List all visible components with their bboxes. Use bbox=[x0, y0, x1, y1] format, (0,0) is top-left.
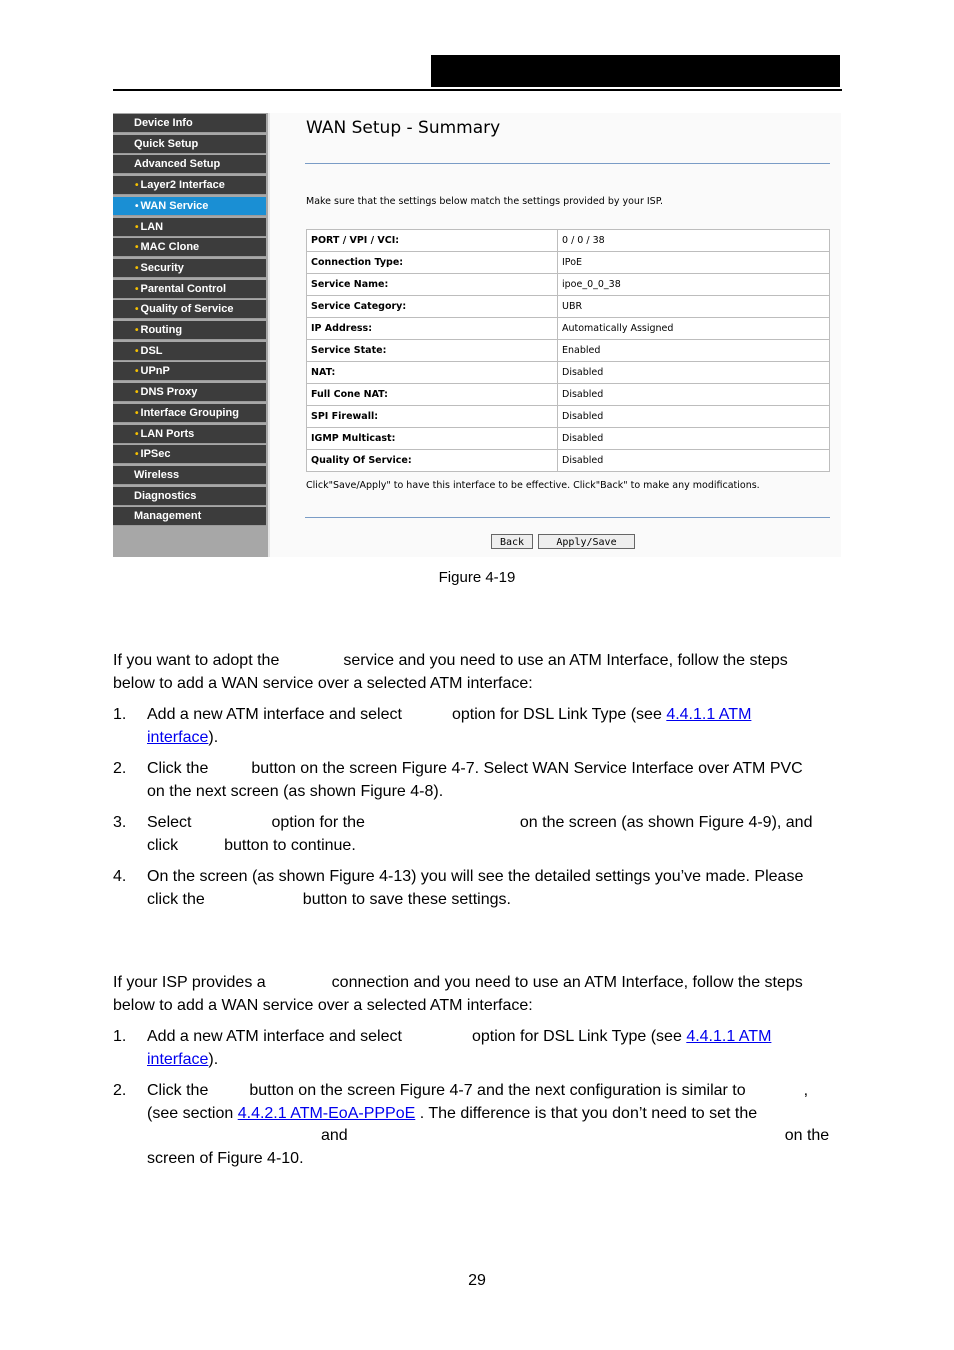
bullet-icon: • bbox=[135, 428, 139, 440]
bullet-icon: • bbox=[135, 366, 139, 378]
row-value: Disabled bbox=[558, 362, 830, 384]
bullet-icon: • bbox=[135, 180, 139, 192]
step-text: button on the screen Figure 4-7. Select WAN Service Interface over ATM PVC bbox=[251, 760, 803, 777]
row-value: IPoE bbox=[558, 252, 830, 274]
s2-intro-b: connection and you need to use an ATM Interface, follow the steps bbox=[331, 974, 803, 991]
link-atm-interface[interactable]: 4.4.1.1 ATM bbox=[666, 706, 752, 723]
sidebar-item-label: LAN Ports bbox=[140, 427, 195, 440]
section2-intro bbox=[113, 972, 840, 1017]
section1-intro bbox=[113, 650, 840, 695]
sidebar-item-quality-of-service[interactable] bbox=[113, 300, 266, 319]
figure-caption: Figure 4-19 bbox=[438, 569, 516, 586]
row-value: 0 / 0 / 38 bbox=[558, 230, 830, 252]
bullet-icon: • bbox=[135, 283, 139, 295]
sidebar-item-parental-control[interactable] bbox=[113, 280, 266, 299]
sidebar-item-security[interactable] bbox=[113, 259, 266, 278]
row-value: ipoe_0_0_38 bbox=[558, 274, 830, 296]
sidebar-item-label: Security bbox=[140, 261, 184, 274]
bullet-icon: • bbox=[135, 449, 139, 461]
step-text: click the bbox=[147, 890, 205, 908]
step-text: button to continue. bbox=[224, 836, 356, 854]
header-bar bbox=[431, 55, 840, 87]
step-text: on the screen (as shown Figure 4-9), and bbox=[519, 814, 813, 831]
step-text: click bbox=[147, 836, 179, 854]
bullet-icon: • bbox=[135, 200, 139, 212]
sidebar-item-label: Quality of Service bbox=[140, 303, 234, 316]
sidebar-item-label: Wireless bbox=[134, 468, 180, 481]
step-number: 3. bbox=[113, 814, 127, 831]
sidebar-item-upnp[interactable] bbox=[113, 362, 266, 381]
sidebar-item-lan[interactable] bbox=[113, 218, 266, 237]
step-text: Add a new ATM interface and select bbox=[147, 1028, 402, 1045]
row-label: NAT: bbox=[307, 362, 558, 384]
link-atm-interface[interactable]: 4.4.1.1 ATM bbox=[686, 1028, 772, 1045]
row-label: IP Address: bbox=[307, 318, 558, 340]
link-atm-eoa-pppoe[interactable]: 4.4.2.1 ATM-EoA-PPPoE bbox=[237, 1104, 416, 1122]
back-button[interactable]: Back bbox=[491, 534, 533, 549]
sidebar-item-label: Interface Grouping bbox=[140, 406, 239, 419]
step-text: Select bbox=[147, 814, 192, 831]
bullet-icon: • bbox=[135, 407, 139, 419]
step-text: option for DSL Link Type (see bbox=[471, 1028, 682, 1045]
table-row bbox=[307, 428, 830, 450]
step-number: 2. bbox=[113, 1082, 127, 1099]
row-value: Disabled bbox=[558, 406, 830, 428]
sidebar-item-label: Layer2 Interface bbox=[140, 179, 225, 192]
s1-intro-a: If you want to adopt the bbox=[113, 652, 280, 669]
sidebar-item-dsl[interactable] bbox=[113, 342, 266, 361]
table-row bbox=[307, 274, 830, 296]
row-label: Service Category: bbox=[307, 296, 558, 318]
sidebar-item-label: WAN Service bbox=[140, 199, 209, 212]
s1-intro-b: service and you need to use an ATM Interface, follow the steps bbox=[343, 652, 788, 669]
page-number: 29 bbox=[468, 1272, 486, 1289]
bullet-icon: • bbox=[135, 242, 139, 254]
sidebar-item-label: LAN bbox=[140, 220, 164, 233]
main-panel bbox=[270, 113, 841, 557]
step-text: (see section bbox=[147, 1104, 234, 1122]
s2-intro-a: If your ISP provides a bbox=[113, 974, 266, 991]
sidebar bbox=[113, 113, 270, 557]
row-value: Disabled bbox=[558, 384, 830, 406]
sidebar-item-routing[interactable] bbox=[113, 321, 266, 340]
summary-table bbox=[306, 229, 830, 472]
step-text: option for the bbox=[271, 814, 365, 831]
step-text: ). bbox=[208, 1050, 219, 1068]
row-value: Automatically Assigned bbox=[558, 318, 830, 340]
step-text: Add a new ATM interface and select bbox=[147, 706, 402, 723]
row-label: SPI Firewall: bbox=[307, 406, 558, 428]
sidebar-item-label: Advanced Setup bbox=[134, 158, 221, 171]
table-row bbox=[307, 230, 830, 252]
table-row bbox=[307, 318, 830, 340]
step-text: Click the bbox=[147, 1082, 209, 1099]
table-row bbox=[307, 296, 830, 318]
sidebar-item-interface-grouping[interactable] bbox=[113, 404, 266, 423]
step-text: and bbox=[321, 1127, 348, 1144]
sidebar-item-label: Quick Setup bbox=[134, 137, 199, 150]
bullet-icon: • bbox=[135, 221, 139, 233]
step-text: screen of Figure 4-10. bbox=[147, 1149, 304, 1167]
sidebar-item-wireless[interactable] bbox=[113, 466, 266, 485]
sidebar-item-label: DNS Proxy bbox=[140, 386, 198, 399]
bullet-icon: • bbox=[135, 387, 139, 399]
row-value: UBR bbox=[558, 296, 830, 318]
sidebar-item-label: MAC Clone bbox=[140, 241, 200, 254]
sidebar-item-device-info[interactable] bbox=[113, 114, 266, 133]
sidebar-item-label: Device Info bbox=[134, 117, 193, 129]
s1-intro-c: below to add a WAN service over a selected ATM interface: bbox=[113, 674, 533, 692]
bullet-icon: • bbox=[135, 345, 139, 357]
sidebar-item-dns-proxy[interactable] bbox=[113, 383, 266, 402]
row-label: PORT / VPI / VCI: bbox=[307, 230, 558, 252]
sidebar-item-quick-setup[interactable] bbox=[113, 135, 266, 154]
row-label: Full Cone NAT: bbox=[307, 384, 558, 406]
sidebar-item-label: Diagnostics bbox=[134, 489, 197, 502]
sidebar-item-label: IPSec bbox=[140, 448, 171, 461]
step-text: On the screen (as shown Figure 4-13) you will see the detailed settings you’ve made. Please bbox=[147, 868, 804, 885]
divider-bottom bbox=[305, 517, 830, 518]
table-row bbox=[307, 450, 830, 472]
note-text: Click"Save/Apply" to have this interface to be effective. Click"Back" to make any modifications. bbox=[306, 480, 760, 491]
sidebar-item-advanced-setup[interactable] bbox=[113, 155, 266, 174]
row-value: Enabled bbox=[558, 340, 830, 362]
sidebar-item-layer2-interface[interactable] bbox=[113, 176, 266, 195]
router-screenshot bbox=[113, 113, 841, 557]
sidebar-item-ipsec[interactable] bbox=[113, 445, 266, 464]
row-label: IGMP Multicast: bbox=[307, 428, 558, 450]
apply-save-button[interactable]: Apply/Save bbox=[538, 534, 635, 549]
bullet-icon: • bbox=[135, 304, 139, 316]
s2-intro-c: below to add a WAN service over a selected ATM interface: bbox=[113, 996, 533, 1014]
sidebar-item-mac-clone[interactable] bbox=[113, 238, 266, 257]
sidebar-item-label: Management bbox=[134, 510, 202, 523]
row-label: Quality Of Service: bbox=[307, 450, 558, 472]
step-text: button on the screen Figure 4-7 and the next configuration is similar to bbox=[249, 1082, 746, 1099]
bullet-icon: • bbox=[135, 262, 139, 274]
step-number: 4. bbox=[113, 868, 127, 885]
step-text: . The difference is that you don’t need to set the bbox=[419, 1104, 758, 1122]
table-row bbox=[307, 406, 830, 428]
table-row bbox=[307, 384, 830, 406]
sidebar-item-label: DSL bbox=[140, 344, 163, 357]
step-text: button to save these settings. bbox=[302, 890, 511, 908]
step-number: 1. bbox=[113, 706, 127, 723]
step-text: on the bbox=[784, 1127, 830, 1144]
step-text: , bbox=[803, 1082, 809, 1099]
row-value: Disabled bbox=[558, 428, 830, 450]
step-text: option for DSL Link Type (see bbox=[451, 706, 662, 723]
step-text: Click the bbox=[147, 760, 209, 777]
sidebar-item-diagnostics[interactable] bbox=[113, 487, 266, 506]
link-atm-interface-cont[interactable]: interface bbox=[147, 1050, 209, 1068]
sidebar-item-label: Routing bbox=[140, 324, 183, 336]
row-label: Connection Type: bbox=[307, 252, 558, 274]
sidebar-item-label: Parental Control bbox=[140, 282, 227, 295]
step-number: 1. bbox=[113, 1028, 127, 1045]
step-text: ). bbox=[208, 728, 219, 746]
link-atm-interface-cont[interactable]: interface bbox=[147, 728, 209, 746]
step-number: 2. bbox=[113, 760, 127, 777]
step-text: on the next screen (as shown Figure 4-8). bbox=[147, 782, 444, 800]
sidebar-item-wan-service[interactable] bbox=[113, 197, 266, 216]
row-value: Disabled bbox=[558, 450, 830, 472]
bullet-icon: • bbox=[135, 325, 139, 336]
table-row bbox=[307, 340, 830, 362]
sidebar-item-lan-ports[interactable] bbox=[113, 425, 266, 444]
row-label: Service State: bbox=[307, 340, 558, 362]
table-row bbox=[307, 252, 830, 274]
page-title: WAN Setup - Summary bbox=[306, 118, 501, 138]
row-label: Service Name: bbox=[307, 274, 558, 296]
intro-text: Make sure that the settings below match the settings provided by your ISP. bbox=[306, 196, 663, 207]
header-rule bbox=[113, 89, 842, 91]
table-row bbox=[307, 362, 830, 384]
sidebar-item-management[interactable] bbox=[113, 507, 266, 526]
sidebar-item-label: UPnP bbox=[140, 365, 170, 378]
divider-top bbox=[305, 163, 830, 164]
